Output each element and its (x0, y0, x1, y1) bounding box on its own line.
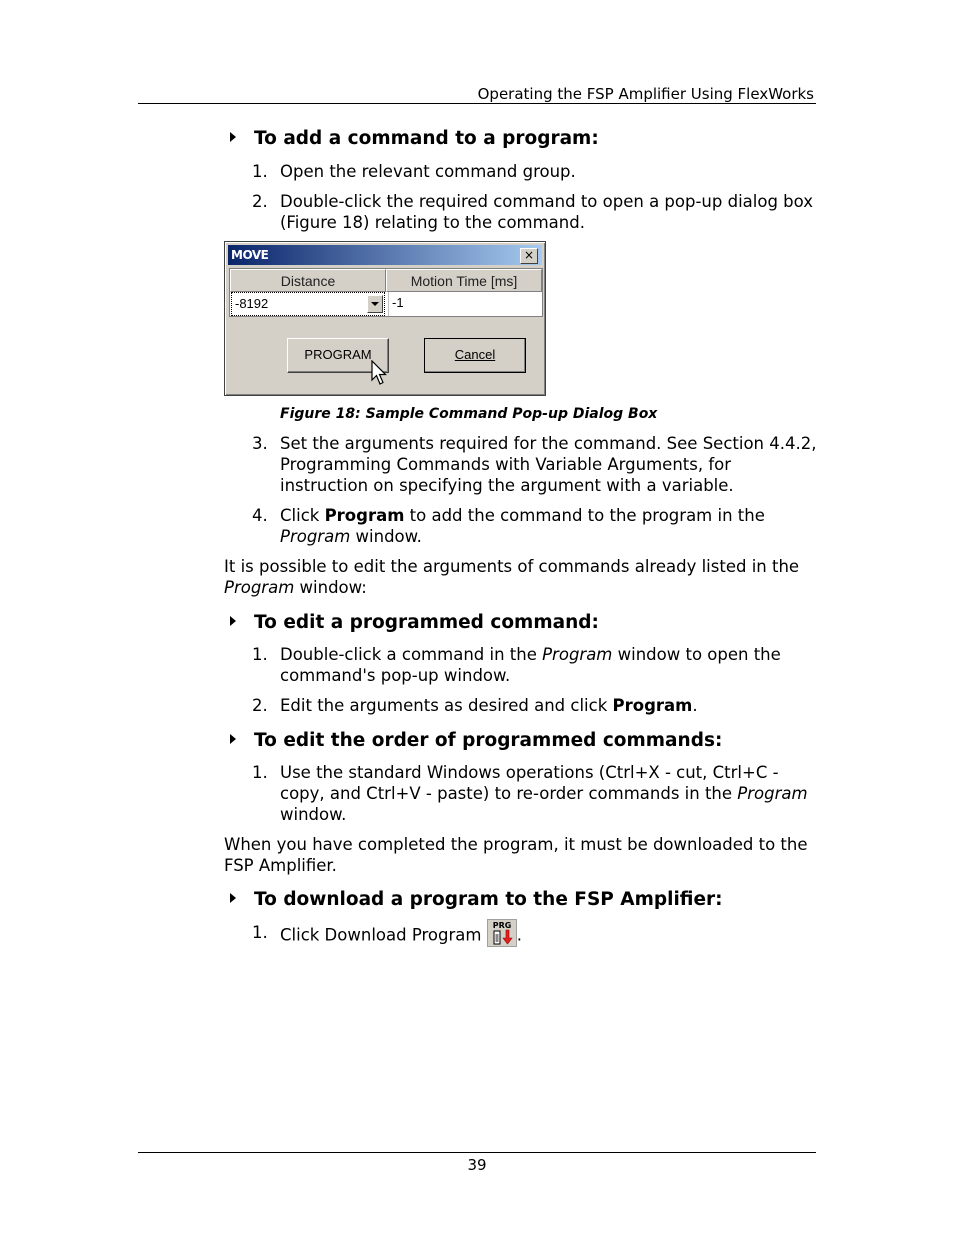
dialog-title: MOVE (231, 248, 269, 262)
procedure-heading-order: To edit the order of programmed commands: (226, 730, 722, 751)
header-rule (138, 103, 816, 104)
add-step-1: 1. Open the relevant command group. (252, 162, 576, 181)
mouse-pointer-icon (371, 360, 389, 386)
dialog-title-bar (228, 245, 542, 265)
paragraph-edit-intro: It is possible to edit the arguments of commands already listed in the Program window: (224, 557, 800, 597)
triangle-bullet-icon (230, 132, 236, 142)
distance-value: -8192 (235, 296, 269, 311)
procedure-heading-download: To download a program to the FSP Amplifier: (226, 889, 723, 910)
arguments-grid (229, 268, 543, 317)
paragraph-download-intro: When you have completed the program, it must be downloaded to the FSP Amplifier. (224, 835, 808, 875)
figure-caption: Figure 18: Sample Command Pop-up Dialog Box (280, 406, 658, 422)
footer-rule (138, 1152, 816, 1153)
add-step-4: 4. Click Program to add the command to the program in the Program window. (252, 506, 765, 546)
download-step-1: 1. Click Download Program PRG . (252, 922, 820, 950)
procedure-heading-edit: To edit a programmed command: (226, 612, 599, 633)
download-program-icon (487, 919, 517, 947)
motion-time-column-header: Motion Time [ms] (386, 269, 542, 292)
triangle-bullet-icon (230, 616, 236, 626)
header-title: Operating the FSP Amplifier Using FlexWorks (477, 85, 814, 103)
triangle-bullet-icon (230, 893, 236, 903)
move-dialog-figure (224, 241, 546, 396)
edit-step-1: 1. Double-click a command in the Program window to open the command's pop-up window. (252, 645, 781, 685)
page-number: 39 (467, 1156, 487, 1174)
add-step-3: 3. Set the arguments required for the command. See Section 4.4.2, Programming Commands with Variable Arguments, for instruction on specifying the argument with a variable. (252, 434, 817, 495)
distance-column-header: Distance (230, 269, 386, 292)
motion-time-field[interactable]: -1 (388, 292, 540, 316)
triangle-bullet-icon (230, 734, 236, 744)
procedure-heading-add: To add a command to a program: (226, 128, 599, 149)
order-step-1: 1. Use the standard Windows operations (Ctrl+X - cut, Ctrl+C - copy, and Ctrl+V - paste) to re-order commands in the Program window. (252, 763, 808, 824)
svg-text:PRG: PRG (492, 921, 511, 930)
edit-step-2: 2. Edit the arguments as desired and click Program. (252, 696, 698, 715)
close-icon[interactable]: × (520, 248, 538, 264)
distance-combo[interactable] (231, 292, 385, 316)
add-step-2: 2. Double-click the required command to open a pop-up dialog box (Figure 18) relating to the command. (252, 192, 813, 232)
chevron-down-icon[interactable] (367, 295, 383, 313)
program-button[interactable]: PROGRAM (287, 338, 389, 373)
cancel-button[interactable]: Cancel (424, 338, 526, 373)
